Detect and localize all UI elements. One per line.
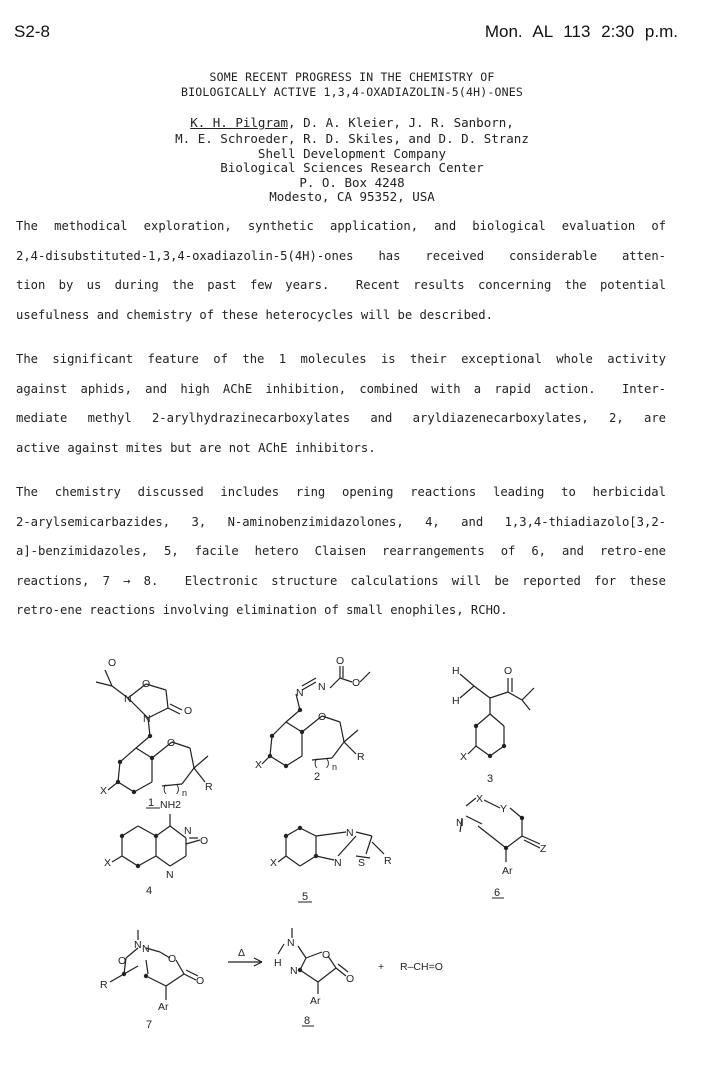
- atom-label: Ar: [158, 1001, 169, 1013]
- atom-label: O: [184, 705, 193, 717]
- atom-label: R: [205, 781, 213, 793]
- paragraph-line: a]-benzimidazoles, 5, facile hetero Claisen rearrangements of 6, and retro-ene: [16, 544, 666, 558]
- atom-label: R: [384, 855, 392, 867]
- atom-label: ): [176, 783, 180, 795]
- presenting-author: K. H. Pilgram: [190, 115, 289, 130]
- atom-label: Y: [500, 803, 508, 815]
- paragraph-line: retro-ene reactions involving elimination of small enophiles, RCHO.: [16, 603, 508, 617]
- compound-label-4: 4: [146, 885, 153, 897]
- affiliation-company: Shell Development Company: [257, 146, 447, 161]
- atom-label: (: [163, 783, 167, 795]
- compound-label-3: 3: [487, 773, 494, 785]
- paragraph-line: active against mites but are not AChE inhibitors.: [16, 440, 376, 455]
- atom-label: O: [346, 973, 355, 985]
- reaction-arrow: [228, 958, 262, 966]
- atom-label: X: [100, 785, 108, 797]
- atom-label: X: [476, 793, 484, 805]
- atom-label: N: [166, 869, 174, 881]
- atom-label: R: [100, 979, 108, 991]
- compound-label-2: 2: [314, 771, 321, 783]
- atom-label: n: [182, 788, 188, 798]
- atom-label: X: [104, 857, 112, 869]
- paragraph-line: reactions, 7 → 8. Electronic structure calculations will be reported for these: [16, 573, 666, 588]
- atom-label: Ar: [310, 995, 321, 1007]
- structure-5: [278, 828, 384, 866]
- atom-label: Ar: [502, 865, 513, 877]
- paragraph-line: The methodical exploration, synthetic application, and biological evaluation of: [16, 219, 666, 233]
- atom-label: O: [168, 953, 177, 965]
- affiliation-box: P. O. Box 4248: [299, 175, 405, 190]
- atom-label: X: [255, 759, 263, 771]
- compound-label-6: 6: [494, 887, 501, 899]
- atom-label: H: [274, 957, 282, 969]
- atom-label: N: [290, 965, 298, 977]
- paragraph-2: [16, 345, 666, 463]
- atom-label: X: [270, 857, 278, 869]
- atom-label: H: [452, 695, 460, 707]
- structure-1: [96, 670, 208, 792]
- atom-label: n: [332, 762, 338, 772]
- atom-label: N: [134, 939, 142, 951]
- atom-label: NH2: [160, 799, 182, 811]
- paragraph-3: [16, 478, 666, 626]
- paragraph-1: [16, 212, 666, 330]
- atom-label: N: [142, 943, 150, 955]
- atom-label: ): [326, 757, 330, 769]
- atom-label: O: [118, 955, 127, 967]
- atom-label: N: [296, 687, 304, 699]
- atom-label: X: [460, 751, 468, 763]
- compound-label-8: 8: [304, 1015, 311, 1027]
- paragraph-line: usefulness and chemistry of these heterocycles will be described.: [16, 307, 493, 322]
- atom-label: O: [336, 655, 345, 667]
- atom-label: R: [357, 751, 365, 763]
- authors-line-1: [0, 115, 704, 130]
- atom-label: N: [287, 937, 295, 949]
- session-code: S2-8: [14, 22, 50, 41]
- compound-label-5: 5: [302, 891, 309, 903]
- compound-label-7: 7: [146, 1019, 153, 1031]
- paragraph-line: mediate methyl 2-arylhydrazinecarboxylates and aryldiazenecarboxylates, 2, are: [16, 411, 666, 425]
- paragraph-line: The chemistry discussed includes ring opening reactions leading to herbicidal: [16, 485, 666, 499]
- paragraph-line: against aphids, and high AChE inhibition, combined with a rapid action. Inter-: [16, 381, 666, 396]
- paper-title-line-1: SOME RECENT PROGRESS IN THE CHEMISTRY OF: [209, 70, 495, 84]
- atom-label: O: [167, 737, 176, 749]
- atom-label: (: [314, 757, 318, 769]
- atom-label: O: [352, 677, 361, 689]
- arrow-label: Δ: [238, 947, 246, 959]
- atom-label: O: [322, 949, 331, 961]
- atom-label: O: [196, 975, 205, 987]
- paragraph-line: 2,4-disubstituted-1,3,4-oxadiazolin-5(4H)-ones has received considerable atten-: [16, 248, 666, 263]
- atom-label: N: [346, 827, 354, 839]
- atom-label: N: [143, 713, 151, 725]
- session-schedule: Mon. AL 113 2:30 p.m.: [484, 22, 678, 41]
- paragraph-line: tion by us during the past few years. Recent results concerning the potential: [16, 278, 666, 292]
- atom-label: N: [456, 817, 464, 829]
- atom-label: O: [108, 657, 117, 669]
- atom-label: H: [452, 665, 460, 677]
- atom-label: O: [142, 678, 151, 690]
- affiliation-center: Biological Sciences Research Center: [220, 160, 484, 175]
- structure-4: [112, 814, 200, 866]
- paper-title-line-2: BIOLOGICALLY ACTIVE 1,3,4-OXADIAZOLIN-5(4H)-ONES: [181, 85, 523, 99]
- coauthors-1: , D. A. Kleier, J. R. Sanborn,: [288, 115, 514, 130]
- compound-label-1: 1: [148, 797, 155, 809]
- authors-line-2: M. E. Schroeder, R. D. Skiles, and D. D. Stranz: [175, 131, 529, 146]
- atom-label: S: [358, 857, 366, 869]
- paragraph-line: 2-arylsemicarbazides, 3, N-aminobenzimidazolones, 4, and 1,3,4-thiadiazolo[3,2-: [16, 514, 666, 529]
- chemical-structures-figure: [0, 630, 704, 1070]
- atom-label: O: [200, 835, 209, 847]
- atom-label: Z: [540, 843, 547, 855]
- affiliation-city: Modesto, CA 95352, USA: [269, 189, 435, 204]
- paragraph-line: The significant feature of the 1 molecules is their exceptional whole activity: [16, 352, 666, 366]
- atom-label: O: [504, 665, 513, 677]
- byproduct-formula: R–CH=O: [400, 961, 443, 973]
- structure-3: [460, 674, 534, 756]
- atom-label: N: [184, 825, 192, 837]
- plus-sign: +: [378, 961, 385, 973]
- atom-label: O: [318, 711, 327, 723]
- atom-label: N: [318, 681, 326, 693]
- atom-label: N: [124, 693, 132, 705]
- atom-label: N: [334, 857, 342, 869]
